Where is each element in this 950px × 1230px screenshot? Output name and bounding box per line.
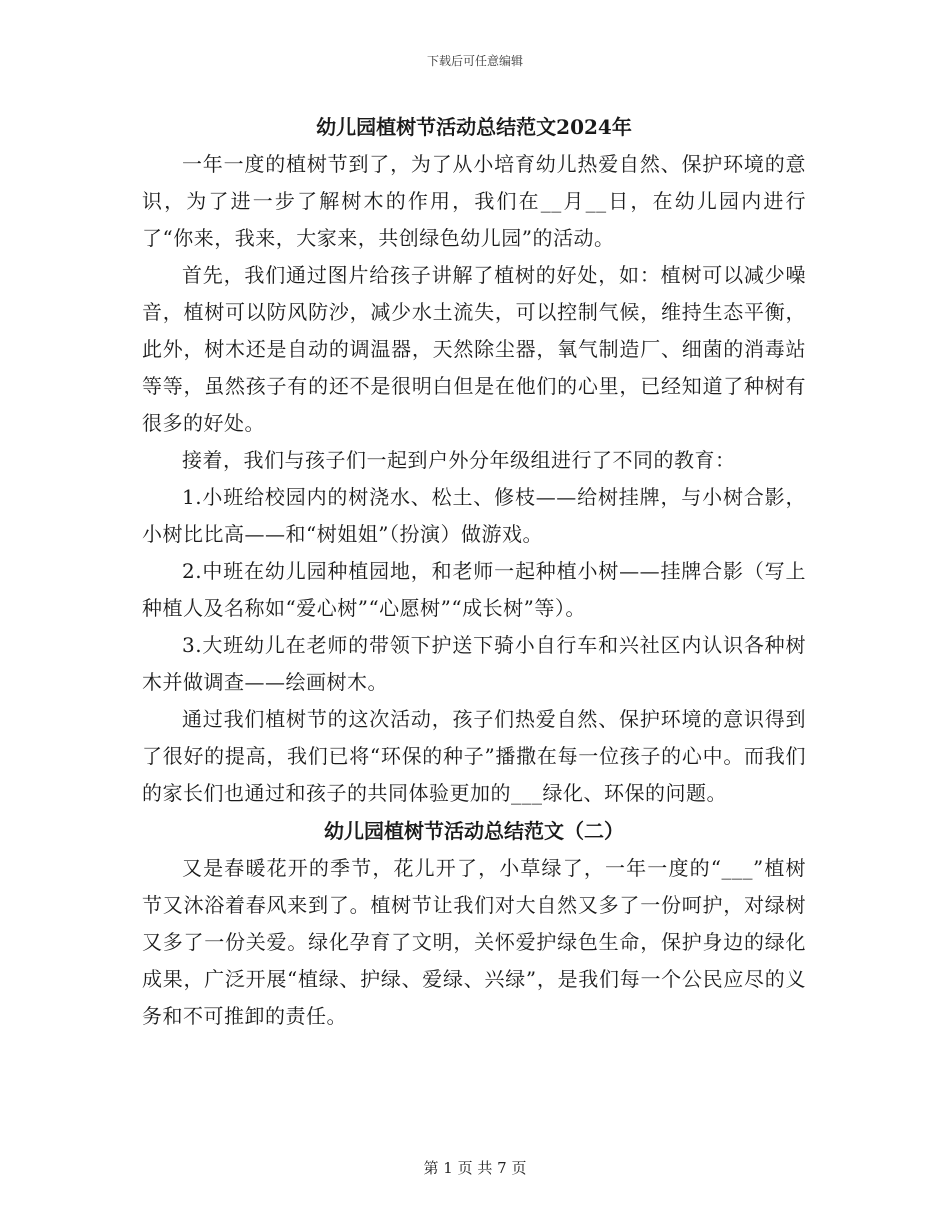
paragraph: 接着，我们与孩子们一起到户外分年级组进行了不同的教育：	[182, 448, 736, 472]
section-title: 幼儿园植树节活动总结范文（二）	[324, 819, 624, 843]
paragraph: 3.大班幼儿在老师的带领下护送下骑小自行车和兴社区内认识各种树木并做调查——绘画树木。	[142, 633, 806, 694]
paragraph: 又是春暖花开的季节，花儿开了，小草绿了，一年一度的“___”植树节又沐浴着春风来到了。植树节让我们对大自然又多了一份呵护，对绿树又多了一份关爱。绿化孕育了文明，关怀爱护绿色生命，保护身边的绿化成果，广泛开展“植绿、护绿、爱绿、兴绿”，是我们每一个公民应尽的义务和不可推卸的责任。	[142, 856, 806, 1028]
paragraph: 首先，我们通过图片给孩子讲解了植树的好处，如：植树可以减少噪音，植树可以防风防沙，减少水土流失，可以控制气候，维持生态平衡，此外，树木还是自动的调温器，天然除尘器，氧气制造厂、细菌的消毒站等等，虽然孩子有的还不是很明白但是在他们的心里，已经知道了种树有很多的好处。	[142, 263, 806, 435]
document-body	[142, 108, 806, 1035]
page-number: 第 1 页 共 7 页	[423, 1159, 527, 1177]
paragraph: 2.中班在幼儿园种植园地，和老师一起种植小树——挂牌合影（写上种植人及名称如“爱心树”“心愿树”“成长树”等）。	[142, 559, 806, 620]
section-title: 幼儿园植树节活动总结范文2024年	[316, 115, 632, 139]
paragraph: 1.小班给校园内的树浇水、松土、修枝——给树挂牌，与小树合影，小树比比高——和“树姐姐”（扮演）做游戏。	[142, 485, 806, 546]
paragraph: 通过我们植树节的这次活动，孩子们热爱自然、保护环境的意识得到了很好的提高，我们已将“环保的种子”播撒在每一位孩子的心中。而我们的家长们也通过和孩子的共同体验更加的___绿化、环保的问题。	[142, 707, 806, 805]
header-note: 下载后可任意编辑	[426, 54, 523, 68]
paragraph: 一年一度的植树节到了，为了从小培育幼儿热爱自然、保护环境的意识，为了进一步了解树木的作用，我们在__月__日，在幼儿园内进行了“你来，我来，大家来，共创绿色幼儿园”的活动。	[142, 152, 806, 250]
